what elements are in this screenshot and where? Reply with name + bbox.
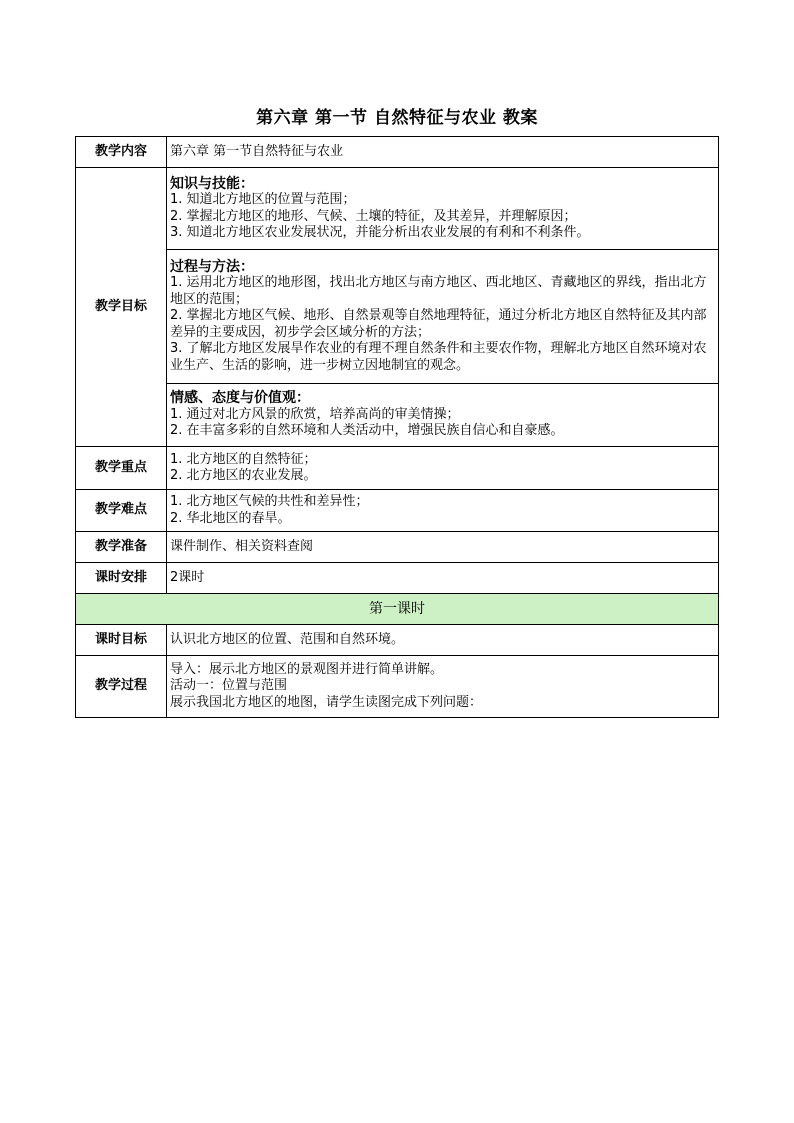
first-lesson-band: 第一课时 xyxy=(76,594,719,625)
difficulty-line: 1. 北方地区气候的共性和差异性； xyxy=(170,494,369,509)
row-teaching-content xyxy=(76,137,719,168)
key-point-line: 2. 北方地区的农业发展。 xyxy=(170,468,317,483)
label-key-points: 教学重点 xyxy=(76,447,167,490)
key-point-line: 1. 北方地区的自然特征； xyxy=(170,451,317,467)
process-heading: 过程与方法： xyxy=(170,258,254,275)
row-objectives-emotion xyxy=(76,384,719,447)
procedure-line: 活动一：位置与范围 xyxy=(170,678,288,694)
process-line: 3. 了解北方地区发展旱作农业的有理不理自然条件和主要农作物，理解北方地区自然环境对农业生产、生活的影响，进一步树立因地制宜的观念。 xyxy=(170,341,707,373)
value-lesson-goal: 认识北方地区的位置、范围和自然环境。 xyxy=(167,625,719,656)
row-procedure xyxy=(76,656,719,718)
row-key-points xyxy=(76,447,719,490)
row-objectives-knowledge xyxy=(76,168,719,250)
emotion-heading: 情感、态度与价值观： xyxy=(170,390,310,407)
procedure-line: 展示我国北方地区的地图，请学生读图完成下列问题： xyxy=(170,694,483,710)
knowledge-line: 3. 知道北方地区农业发展状况，并能分析出农业发展的有利和不利条件。 xyxy=(170,225,590,240)
value-preparation: 课件制作、相关资料查阅 xyxy=(167,532,719,563)
procedure-line: 导入：展示北方地区的景观图并进行简单讲解。 xyxy=(170,661,444,677)
emotion-line: 2. 在丰富多彩的自然环境和人类活动中，增强民族自信心和自豪感。 xyxy=(170,423,564,439)
label-lesson-goal: 课时目标 xyxy=(76,625,167,656)
objectives-emotion xyxy=(167,384,719,447)
value-difficulties xyxy=(167,490,719,532)
lesson-plan-table xyxy=(75,136,719,718)
label-teaching-content: 教学内容 xyxy=(76,137,167,168)
knowledge-line: 1. 知道北方地区的位置与范围； xyxy=(170,192,356,207)
row-schedule xyxy=(76,563,719,594)
row-objectives-process xyxy=(76,250,719,384)
process-line: 2. 掌握北方地区气候、地形、自然景观等自然地理特征，通过分析北方地区自然特征及其内部差异的主要成因，初步学会区域分析的方法； xyxy=(170,308,707,340)
emotion-line: 1. 通过对北方风景的欣赏，培养高尚的审美情操； xyxy=(170,406,460,422)
label-preparation: 教学准备 xyxy=(76,532,167,563)
label-schedule: 课时安排 xyxy=(76,563,167,594)
row-preparation xyxy=(76,532,719,563)
row-first-lesson xyxy=(76,594,719,625)
row-lesson-goal xyxy=(76,625,719,656)
difficulty-line: 2. 华北地区的春旱。 xyxy=(170,510,291,526)
label-teaching-objectives: 教学目标 xyxy=(76,168,167,447)
label-difficulties: 教学难点 xyxy=(76,490,167,532)
document-title: 第六章 第一节 自然特征与农业 教案 xyxy=(256,108,538,128)
value-teaching-content: 第六章 第一节自然特征与农业 xyxy=(167,137,719,168)
knowledge-line: 2. 掌握北方地区的地形、气候、土壤的特征，及其差异，并理解原因； xyxy=(170,208,577,224)
label-procedure: 教学过程 xyxy=(76,656,167,718)
value-key-points xyxy=(167,447,719,490)
knowledge-heading: 知识与技能： xyxy=(170,175,254,192)
objectives-knowledge xyxy=(167,168,719,250)
value-procedure xyxy=(167,656,719,718)
process-line: 1. 运用北方地区的地形图，找出北方地区与南方地区、西北地区、青藏地区的界线，指出北方地区的范围； xyxy=(170,275,707,307)
row-difficulties xyxy=(76,490,719,532)
objectives-process xyxy=(167,250,719,384)
value-schedule: 2课时 xyxy=(167,563,719,594)
